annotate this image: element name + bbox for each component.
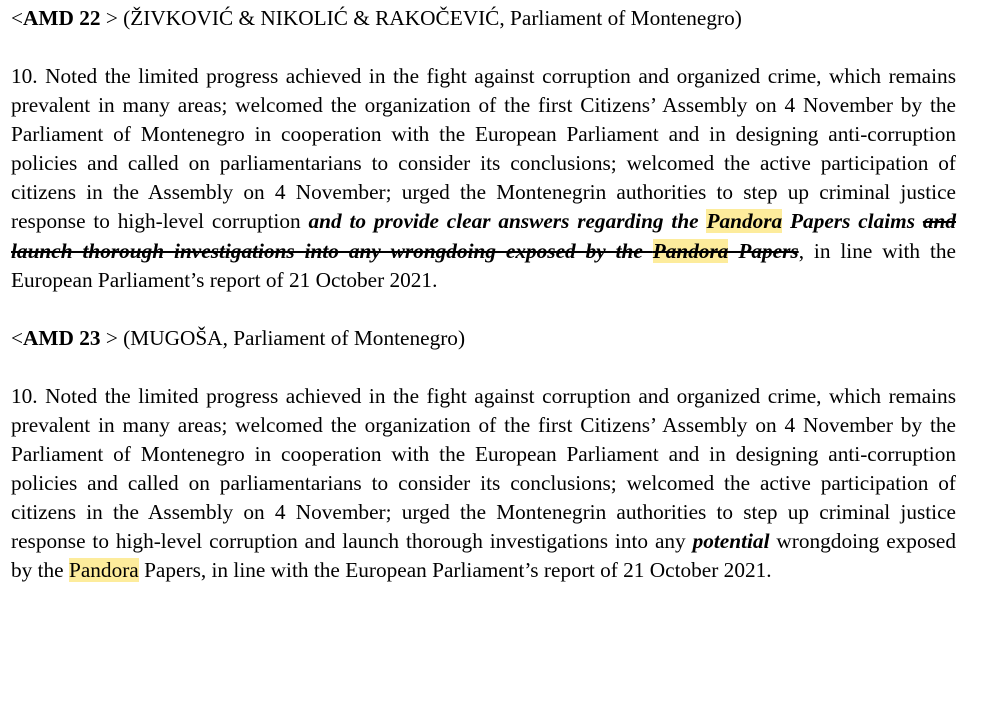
- amendment-open-bracket: <: [11, 6, 24, 30]
- highlighted-inserted-term: Pandora: [706, 209, 783, 234]
- inserted-text: and to provide clear answers regarding the: [308, 209, 707, 234]
- amendment-close-bracket: >: [100, 325, 124, 350]
- amendment-text: [11, 62, 956, 295]
- spacer: [11, 353, 956, 382]
- amendment-number: AMD 23: [23, 325, 101, 350]
- deleted-text: and launch thorough investigations into any wrongdoing exposed by the: [11, 209, 957, 263]
- amendment-original-text: 10. Noted the limited progress achieved in the fight against corruption and organized crime, which remains prevalent in many areas; welcomed the organization of the first Citizens’ Assembly on 4 November by the Parliament of Montenegro in cooperation with the European Parliament and in designing anti-corruption policies and called on parliamentarians to consider its conclusions; welcomed the active participation of citizens in the Assembly on 4 November; urged the Montenegrin authorities to step up criminal justice response to high-level corruption and launch thorough investigations into any: [11, 383, 956, 554]
- amendment-original-text: , in line with the European Parliament’s report of 21 October 2021.: [11, 238, 956, 292]
- amendment-number: AMD 22: [23, 6, 101, 30]
- amendment-close-bracket: >: [100, 6, 124, 30]
- highlighted-deleted-term: Pandora: [652, 238, 729, 263]
- spacer: [11, 33, 956, 62]
- amendment-authors: (ŽIVKOVIĆ & NIKOLIĆ & RAKOČEVIĆ, Parliament of Montenegro): [123, 6, 742, 30]
- document-page: [11, 4, 956, 585]
- spacer: [11, 295, 956, 324]
- amendment-authors: (MUGOŠA, Parliament of Montenegro): [123, 325, 466, 350]
- amendment-open-bracket: <: [11, 325, 24, 350]
- amendment-original-text: wrongdoing exposed by the: [11, 529, 956, 583]
- amendment-heading: [11, 4, 956, 33]
- deleted-text: Papers: [728, 238, 799, 263]
- amendment-text: [11, 382, 956, 586]
- amendment-original-text: 10. Noted the limited progress achieved in the fight against corruption and organized crime, which remains prevalent in many areas; welcomed the organization of the first Citizens’ Assembly on 4 November by the Parliament of Montenegro in cooperation with the European Parliament and in designing anti-corruption policies and called on parliamentarians to consider its conclusions; welcomed the active participation of citizens in the Assembly on 4 November; urged the Montenegrin authorities to step up criminal justice response to high-level corruption: [11, 64, 956, 234]
- amendment-original-text: Papers, in line with the European Parliament’s report of 21 October 2021.: [138, 558, 772, 583]
- separator-space: [915, 209, 923, 233]
- amendment-heading: [11, 324, 956, 353]
- inserted-text: potential: [692, 529, 770, 554]
- highlighted-term: Pandora: [68, 558, 139, 583]
- inserted-text: Papers claims: [782, 209, 916, 234]
